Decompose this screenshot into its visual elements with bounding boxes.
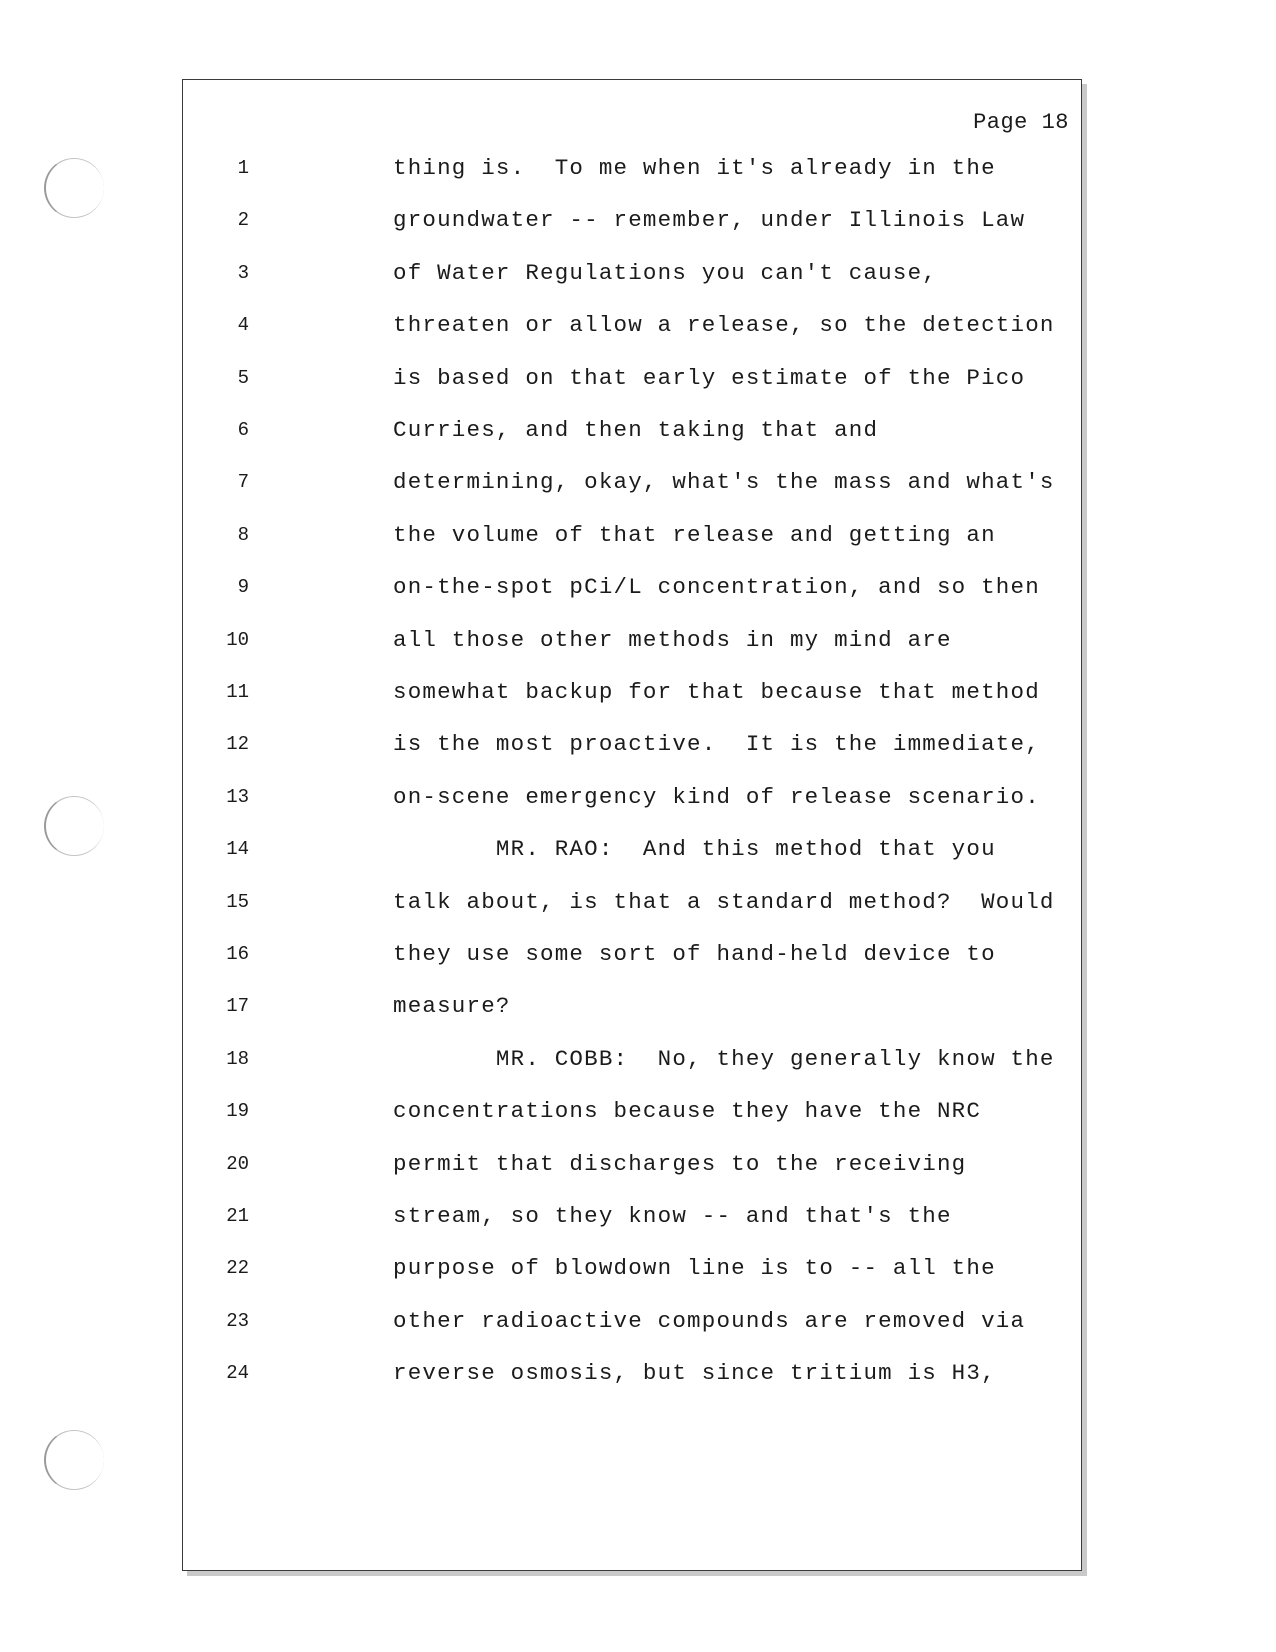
- binder-hole-top: [44, 158, 104, 218]
- line-text: is the most proactive. It is the immediate,: [393, 731, 1040, 758]
- transcript-line: [183, 1203, 1081, 1256]
- line-text: groundwater -- remember, under Illinois Law: [393, 207, 1026, 234]
- transcript-line: [183, 679, 1081, 732]
- transcript-line: [183, 627, 1081, 680]
- line-number: 12: [226, 733, 249, 756]
- line-text: of Water Regulations you can't cause,: [393, 259, 937, 286]
- line-text: somewhat backup for that because that method: [393, 679, 1040, 705]
- line-text: other radioactive compounds are removed via: [393, 1307, 1026, 1334]
- line-text: is based on that early estimate of the Pico: [393, 364, 1026, 391]
- line-text: stream, so they know -- and that's the: [393, 1203, 952, 1229]
- line-text: on-scene emergency kind of release scenario.: [393, 783, 1040, 810]
- line-text: thing is. To me when it's already in the: [393, 155, 996, 181]
- binder-hole-bottom: [44, 1430, 104, 1490]
- line-text: permit that discharges to the receiving: [393, 1150, 967, 1177]
- line-number: 3: [237, 261, 249, 284]
- transcript-line: [183, 784, 1081, 837]
- transcript-line: [183, 260, 1081, 313]
- line-number: 16: [226, 943, 249, 965]
- transcript-line: [183, 1046, 1081, 1099]
- transcript-line: [183, 207, 1081, 260]
- transcript-line: [183, 522, 1081, 575]
- transcript-line: [183, 1308, 1081, 1361]
- line-number: 24: [226, 1362, 249, 1385]
- line-number: 6: [237, 419, 249, 441]
- line-text: they use some sort of hand-held device to: [393, 941, 996, 967]
- transcript-line: [183, 155, 1081, 208]
- line-number: 7: [237, 471, 249, 494]
- line-number: 19: [226, 1100, 249, 1123]
- line-number: 2: [237, 209, 249, 232]
- line-text: talk about, is that a standard method? Would: [393, 888, 1055, 915]
- line-text: threaten or allow a release, so the detection: [393, 312, 1055, 339]
- line-text: Curries, and then taking that and: [393, 417, 879, 443]
- line-number: 9: [237, 576, 249, 599]
- line-number: 13: [226, 785, 249, 808]
- line-number: 5: [237, 366, 249, 389]
- line-number: 10: [226, 628, 249, 651]
- line-number: 23: [226, 1309, 249, 1332]
- transcript-line: [183, 993, 1081, 1046]
- line-text: purpose of blowdown line is to -- all the: [393, 1255, 996, 1282]
- transcript-line: [183, 1151, 1081, 1204]
- line-text: reverse osmosis, but since tritium is H3,: [393, 1360, 996, 1387]
- binder-hole-middle: [44, 796, 104, 856]
- line-text: concentrations because they have the NRC: [393, 1098, 982, 1125]
- transcript-line: [183, 417, 1081, 470]
- transcript-line: [183, 1360, 1081, 1413]
- line-number: 4: [237, 314, 249, 337]
- transcript-line: [183, 836, 1081, 889]
- line-number: 17: [226, 995, 249, 1018]
- transcript-line: [183, 941, 1081, 994]
- line-number: 20: [226, 1152, 249, 1175]
- transcript-line: [183, 574, 1081, 627]
- line-number: 21: [226, 1205, 249, 1227]
- line-number: 15: [226, 890, 249, 913]
- line-text: determining, okay, what's the mass and what's: [393, 469, 1055, 496]
- transcript-line: [183, 1098, 1081, 1151]
- page-number: Page 18: [973, 110, 1069, 135]
- line-text: all those other methods in my mind are: [393, 626, 952, 653]
- transcript-line: [183, 365, 1081, 418]
- line-text: on-the-spot pCi/L concentration, and so then: [393, 574, 1040, 601]
- transcript-line: [183, 1255, 1081, 1308]
- line-text: measure?: [393, 993, 511, 1020]
- transcript-line: [183, 731, 1081, 784]
- line-text: MR. COBB: No, they generally know the: [393, 1045, 1055, 1072]
- transcript-line: [183, 469, 1081, 522]
- line-text: MR. RAO: And this method that you: [393, 836, 996, 863]
- line-text: the volume of that release and getting an: [393, 521, 996, 548]
- line-number: 1: [237, 157, 249, 179]
- line-number: 18: [226, 1047, 249, 1070]
- line-number: 11: [226, 681, 249, 703]
- line-number: 22: [226, 1257, 249, 1280]
- transcript-page: [182, 79, 1082, 1571]
- line-number: 14: [226, 838, 249, 861]
- transcript-line: [183, 889, 1081, 942]
- line-number: 8: [237, 523, 249, 546]
- transcript-line: [183, 312, 1081, 365]
